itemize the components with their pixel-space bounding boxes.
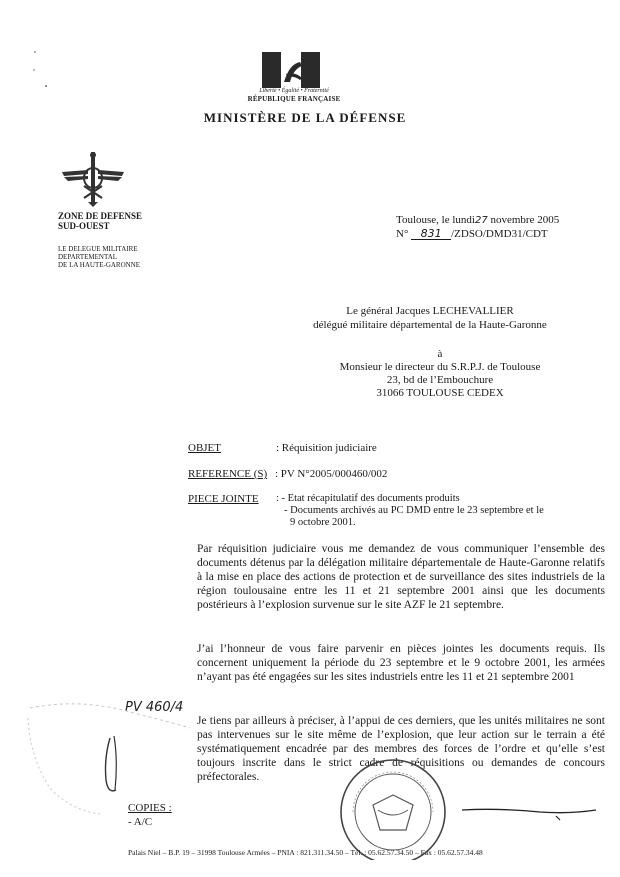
delegue-line-3: DE LA HAUTE-GARONNE [58, 261, 141, 269]
recipient-line-3: 31066 TOULOUSE CEDEX [376, 387, 504, 399]
marianne-logo-icon [262, 52, 320, 88]
recipient-line-1: Monsieur le directeur du S.R.P.J. de Toulouse [339, 361, 541, 373]
recipient-a: à [437, 348, 443, 360]
body-paragraph-3: Je tiens par ailleurs à préciser, à l’appui de ces derniers, que les unités militaires ne sont pas intervenues sur le site même de l’explosion, que leur action sur le terrain a été systématiquement encadrée par des membres des forces de l’ordre et qu’elle s’est toujours inscrite dans le strict cadre de réquisitions ou demandes de concours préfectorales. [197, 715, 605, 783]
date-prefix: Toulouse, le lundi [396, 214, 475, 226]
delegue-line-2: DEPARTEMENTAL [58, 253, 118, 261]
piece-jointe-list [276, 493, 544, 529]
handwritten-number: 831 [411, 228, 451, 240]
scan-specks [30, 48, 60, 98]
ministry-title: MINISTÈRE DE LA DÉFENSE [203, 110, 407, 125]
delegue-block [58, 245, 140, 269]
winged-emblem-icon [58, 150, 128, 208]
objet-value: : Réquisition judiciaire [276, 442, 377, 454]
handwritten-pv-annotation: PV 460/4 [125, 700, 184, 715]
reference-number [396, 228, 548, 240]
republic-motto: Liberté • Égalité • Fraternité [259, 88, 329, 94]
copies-label: COPIES : [128, 802, 172, 814]
sender-block [290, 304, 570, 332]
handwritten-signature-icon [460, 790, 600, 830]
recipient-line-2: 23, bd de l’Embouchure [386, 374, 494, 386]
place-date [396, 214, 559, 226]
sender-title: délégué militaire départemental de la Haute-Garonne [313, 319, 547, 331]
copies-item: - A/C [128, 816, 153, 828]
delegue-line-1: LE DELEGUE MILITAIRE [58, 245, 138, 253]
faint-reception-stamp-icon [20, 698, 200, 818]
footer-address: Palais Niel – B.P. 19 – 31998 Toulouse Armées – PNIA : 821.311.34.50 – Tél. : 05.62.57.34.50 – Fax : 05.62.57.34.48 [128, 848, 483, 857]
round-official-stamp-icon [318, 750, 468, 860]
pj-item-3: 9 octobre 2001. [290, 517, 356, 528]
objet-label: OBJET [188, 442, 221, 454]
reference-value: : PV N°2005/000460/002 [275, 468, 388, 480]
piece-jointe-label: PIECE JOINTE [188, 493, 259, 505]
body-paragraph-2: J’ai l’honneur de vous faire parvenir en pièces jointes les documents requis. Ils concernent uniquement la période du 23 septembre et le 9 octobre 2001, les armées n’ayant pas été engagées sur les sites industriels entre les 11 et 21 septembre 2001 [197, 643, 605, 683]
republique-francaise: RÉPUBLIQUE FRANÇAISE [247, 95, 341, 103]
sender-name: Le général Jacques LECHEVALLIER [346, 305, 514, 317]
zone-defense-title [58, 211, 142, 231]
number-suffix: /ZDSO/DMD31/CDT [451, 228, 548, 240]
date-suffix: novembre 2005 [487, 214, 560, 226]
copies-block [128, 801, 172, 829]
recipient-block [300, 348, 580, 400]
body-paragraph-1: Par réquisition judiciaire vous me demandez de vous communiquer l’ensemble des documents détenus par la délégation militaire départementale de Haute-Garonne relatifs à la mise en place des actions de protection et de surveillance des sites industriels de la région toulousaine entre les 11 et 21 septembre 2001 ainsi que les documents postérieurs à l’explosion survenue sur le site AZF le 21 septembre. [197, 543, 605, 611]
reference-label: REFERENCE (S) [188, 468, 268, 480]
zone-line-1: ZONE DE DEFENSE [58, 211, 143, 221]
pj-item-1: : - Etat récapitulatif des documents produits [276, 493, 460, 504]
pj-item-2: - Documents archivés au PC DMD entre le 23 septembre et le [284, 505, 544, 516]
number-prefix: N° [396, 228, 409, 240]
handwritten-day: 27 [474, 215, 488, 226]
zone-line-2: SUD-OUEST [58, 221, 110, 231]
